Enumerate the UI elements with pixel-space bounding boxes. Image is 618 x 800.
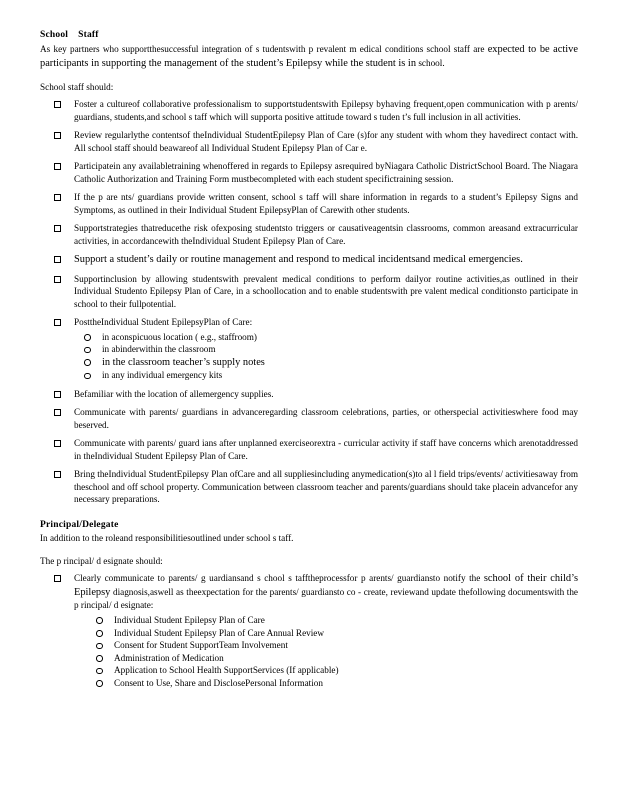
list-item-text: Communicate with parents/ guard ians after unplanned exerciseorextra - curricular activity if staff have concerns which arenotaddressed in theIndividual Student Epilepsy Plan of Care. [74, 438, 578, 461]
list-item-text: If the p are nts/ guardians provide written consent, school s taff will share information in regards to a student’s Epilepsy Signs and Symptoms, as outlined in their Individual Student EpilepsyPlan of Carewith other students. [74, 192, 578, 215]
section-school-staff [40, 30, 578, 506]
school-staff-intro-paragraph [40, 43, 578, 70]
list-item [40, 468, 578, 506]
list-item-text: Befamiliar with the location of allemergency supplies. [74, 388, 274, 399]
post-plan-sublist [74, 331, 578, 382]
list-item-text: PosttheIndividual Student EpilepsyPlan of Care: [74, 317, 253, 328]
list-item [40, 98, 578, 123]
list-item-text: Support a student’s daily or routine management and respond to medical incidentsand medical emergencies. [74, 254, 523, 266]
list-item [40, 572, 578, 689]
paragraph-line-3: school. [418, 57, 445, 68]
list-item [40, 129, 578, 154]
school-staff-checklist [40, 98, 578, 506]
sub-list-item: in aconspicuous location ( e.g., staffroom) [74, 331, 578, 344]
heading-word-staff: Staff [78, 30, 99, 40]
list-item-text: Foster a cultureof collaborative professionalism to supportstudentswith Epilepsy byhaving frequent,open communication with p arents/ guardians, students,and school s taff which will supporta positive attitude toward s tuden t’s full inclusion in all activities. [74, 99, 578, 122]
list-item [40, 222, 578, 247]
section-heading-principal-delegate: Principal/Delegate [40, 519, 119, 530]
list-item-text: Bring theIndividual StudentEpilepsy Plan ofCare and all suppliesincluding anymedication(s)to al l field trips/events/ activitiesaway from theschool and off school property. Communication between classroom teacher and parents/guardians should take placein advancefor any necessary preparations. [74, 469, 578, 505]
sub-list-item: Individual Student Epilepsy Plan of Care Annual Review [74, 627, 578, 640]
section-principal-delegate [40, 520, 578, 690]
section-heading-school-staff [40, 30, 578, 40]
list-item-text: Supportinclusion by allowing studentswith prevalent medical conditions to perform dailyor routine activities,as outlined in their Individual Studento Epilepsy Plan of Care, in a schoollocation and to enable studentswith pre valent medical conditionsto participate in school to their fullpotential. [74, 273, 578, 309]
sub-list-item: in abinderwithin the classroom [74, 343, 578, 356]
list-item-text-post: diagnosis,aswell as theexpectation for the parents/ guardiansto co - create, reviewand update thefollowing documentswith the p rincipal/ d esignate: [74, 586, 578, 611]
list-item [40, 253, 578, 267]
paragraph-line-2-emphasis: expected to be active participants in supporting the management of the student’s Epilepsy while the student is in [40, 44, 578, 69]
sub-list-item: Administration of Medication [74, 652, 578, 665]
list-item-text-pre: Clearly communicate to parents/ g uardiansand s chool s tafftheprocessfor p arents/ guardiansto notify the [74, 573, 484, 584]
list-item-text: Participatein any availabletraining whenoffered in regards to Epilepsy asrequired byNiagara Catholic DistrictSchool Board. The Niagara Catholic Authorization and Training Form mustbecompleted with each student specifictraining session. [74, 161, 578, 184]
list-item [40, 191, 578, 216]
list-item [40, 160, 578, 185]
principal-documents-sublist [74, 614, 578, 690]
sub-list-item: Consent to Use, Share and DisclosePersonal Information [74, 677, 578, 690]
sub-list-item: Individual Student Epilepsy Plan of Care [74, 614, 578, 627]
list-item-text: Communicate with parents/ guardians in advanceregarding classroom celebrations, parties, or otherspecial activitieswhere food may beserved. [74, 407, 578, 430]
sub-list-item: Application to School Health SupportServices (If applicable) [74, 664, 578, 677]
list-item [40, 273, 578, 311]
list-item [40, 437, 578, 462]
principal-intro-paragraph: In addition to the roleand responsibilitiesoutlined under school s taff. [40, 532, 294, 543]
sub-list-item: Consent for Student SupportTeam Involvement [74, 639, 578, 652]
sub-list-item: in the classroom teacher’s supply notes [74, 356, 578, 369]
sub-list-item: in any individual emergency kits [74, 369, 578, 382]
paragraph-line-1: As key partners who supportthesuccessful integration of s tudentswith p revalent m edical conditions school staff are [40, 44, 485, 54]
list-item [40, 406, 578, 431]
heading-word-school: School [40, 30, 69, 40]
list-item [40, 388, 578, 401]
list-item-text-emphasis: school of their child’s Epilepsy [74, 573, 579, 598]
principal-list-intro: The p rincipal/ d esignate should: [40, 556, 163, 567]
school-staff-list-intro: School staff should: [40, 82, 114, 93]
list-item [40, 316, 578, 382]
list-item-text: Review regularlythe contentsof theIndividual StudentEpilepsy Plan of Care (s)for any student with whom they havedirect contact with. All school staff should beawareof all Individual Student Epilepsy Plan of Car e. [74, 130, 578, 153]
list-item-text: Supportstrategies thatreducethe risk ofexposing studentsto triggers or causativeagentsin classrooms, common areasand extracurricular activities, in accordancewith theIndividual Student Epilepsy Plan of Care. [74, 223, 578, 246]
list-item-text [74, 572, 578, 612]
principal-checklist [40, 572, 578, 689]
